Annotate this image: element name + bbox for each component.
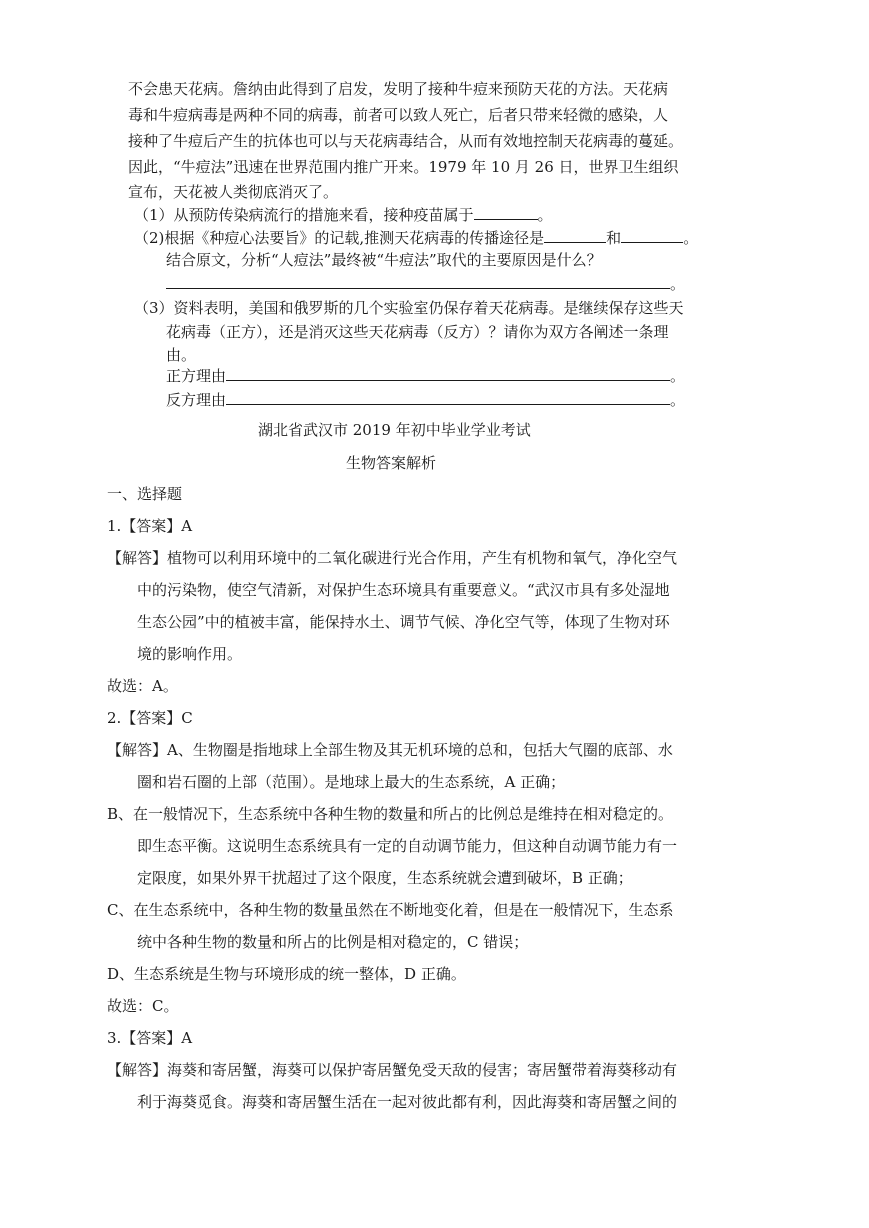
question-2 bbox=[134, 228, 698, 248]
answer-1-explanation: 境的影响作用。 bbox=[137, 645, 243, 663]
answer-1-explanation: 生态公园”中的植被丰富，能保持水土、调节气候、净化空气等，体现了生物对环 bbox=[137, 613, 670, 631]
answer-2-explanation: 即生态平衡。这说明生态系统具有一定的自动调节能力，但这种自动调节能力有一 bbox=[137, 837, 678, 855]
answer-blank[interactable] bbox=[474, 205, 538, 220]
passage-line: 接种了牛痘后产生的抗体也可以与天花病毒结合，从而有效地控制天花病毒的蔓延。 bbox=[128, 132, 684, 150]
passage-line: 宣布，天花被人类彻底消灭了。 bbox=[128, 183, 339, 201]
answer-blank[interactable] bbox=[226, 366, 670, 381]
question-3: （3）资料表明，美国和俄罗斯的几个实验室仍保存着天花病毒。是继续保存这些天 bbox=[134, 299, 684, 317]
answer-3-explanation: 利于海葵觅食。海葵和寄居蟹生活在一起对彼此都有利，因此海葵和寄居蟹之间的 bbox=[137, 1093, 678, 1111]
con-reason bbox=[166, 390, 685, 410]
answer-blank[interactable] bbox=[544, 228, 606, 243]
pro-reason-label: 正方理由 bbox=[166, 367, 227, 385]
answer-2-explanation: 【解答】A、生物圈是指地球上全部生物及其无机环境的总和，包括大气圈的底部、水 bbox=[107, 741, 673, 759]
question-2-answer-line bbox=[166, 274, 685, 294]
answer-blank[interactable] bbox=[621, 228, 683, 243]
answer-blank[interactable] bbox=[226, 390, 670, 405]
answer-title: 湖北省武汉市 2019 年初中毕业学业考试 bbox=[258, 421, 531, 439]
answer-subtitle: 生物答案解析 bbox=[346, 454, 437, 472]
question-2-line3-end: 。 bbox=[670, 275, 686, 293]
pro-reason-end: 。 bbox=[670, 367, 686, 385]
con-reason-end: 。 bbox=[670, 391, 686, 409]
answer-2-label: 2.【答案】C bbox=[107, 709, 193, 727]
answer-3-explanation: 【解答】海葵和寄居蟹，海葵可以保护寄居蟹免受天敌的侵害；寄居蟹带着海葵移动有 bbox=[107, 1061, 678, 1079]
question-3-line2: 花病毒（正方），还是消灭这些天花病毒（反方）？请你为双方各阐述一条理 bbox=[166, 323, 669, 341]
question-2-mid: 和 bbox=[606, 229, 622, 247]
answer-2-explanation: 圈和岩石圈的上部（范围）。是地球上最大的生态系统，A 正确； bbox=[137, 773, 566, 791]
question-2-text: （2)根据《种痘心法要旨》的记载,推测天花病毒的传播途径是 bbox=[134, 229, 545, 247]
pro-reason bbox=[166, 366, 685, 386]
answer-blank[interactable] bbox=[166, 274, 670, 289]
answer-2-explanation: D、生态系统是生物与环境形成的统一整体，D 正确。 bbox=[107, 965, 466, 983]
answer-1-result: 故选：A。 bbox=[107, 677, 178, 695]
answer-1-label: 1.【答案】A bbox=[107, 517, 193, 535]
answer-2-result: 故选：C。 bbox=[107, 997, 179, 1015]
question-1-text: （1）从预防传染病流行的措施来看，接种疫苗属于 bbox=[134, 206, 474, 224]
answer-1-explanation: 中的污染物，使空气清新，对保护生态环境具有重要意义。“武汉市具有多处湿地 bbox=[137, 581, 670, 599]
con-reason-label: 反方理由 bbox=[166, 391, 227, 409]
answer-1-explanation: 【解答】植物可以利用环境中的二氧化碳进行光合作用，产生有机物和氧气，净化空气 bbox=[107, 549, 678, 567]
question-2-end: 。 bbox=[683, 229, 699, 247]
section-heading: 一、选择题 bbox=[107, 485, 183, 503]
question-1 bbox=[134, 205, 553, 225]
passage-line: 毒和牛痘病毒是两种不同的病毒，前者可以致人死亡，后者只带来轻微的感染，人 bbox=[128, 106, 669, 124]
answer-2-explanation: 统中各种生物的数量和所占的比例是相对稳定的，C 错误； bbox=[137, 933, 529, 951]
answer-2-explanation: C、在生态系统中，各种生物的数量虽然在不断地变化着，但是在一般情况下，生态系 bbox=[107, 901, 674, 919]
answer-2-explanation: 定限度，如果外界干扰超过了这个限度，生态系统就会遭到破坏，B 正确； bbox=[137, 869, 633, 887]
question-2-line2: 结合原文，分析“人痘法”最终被“牛痘法”取代的主要原因是什么？ bbox=[166, 251, 602, 269]
question-1-end: 。 bbox=[537, 206, 553, 224]
passage-line: 因此，“牛痘法”迅速在世界范围内推广开来。1979 年 10 月 26 日，世界卫生组织 bbox=[128, 158, 679, 176]
answer-2-explanation: B、在一般情况下，生态系统中各种生物的数量和所占的比例总是维持在相对稳定的。 bbox=[107, 805, 674, 823]
question-3-line3: 由。 bbox=[166, 346, 197, 364]
answer-3-label: 3.【答案】A bbox=[107, 1029, 193, 1047]
passage-line: 不会患天花病。詹纳由此得到了启发，发明了接种牛痘来预防天花的方法。天花病 bbox=[128, 80, 669, 98]
